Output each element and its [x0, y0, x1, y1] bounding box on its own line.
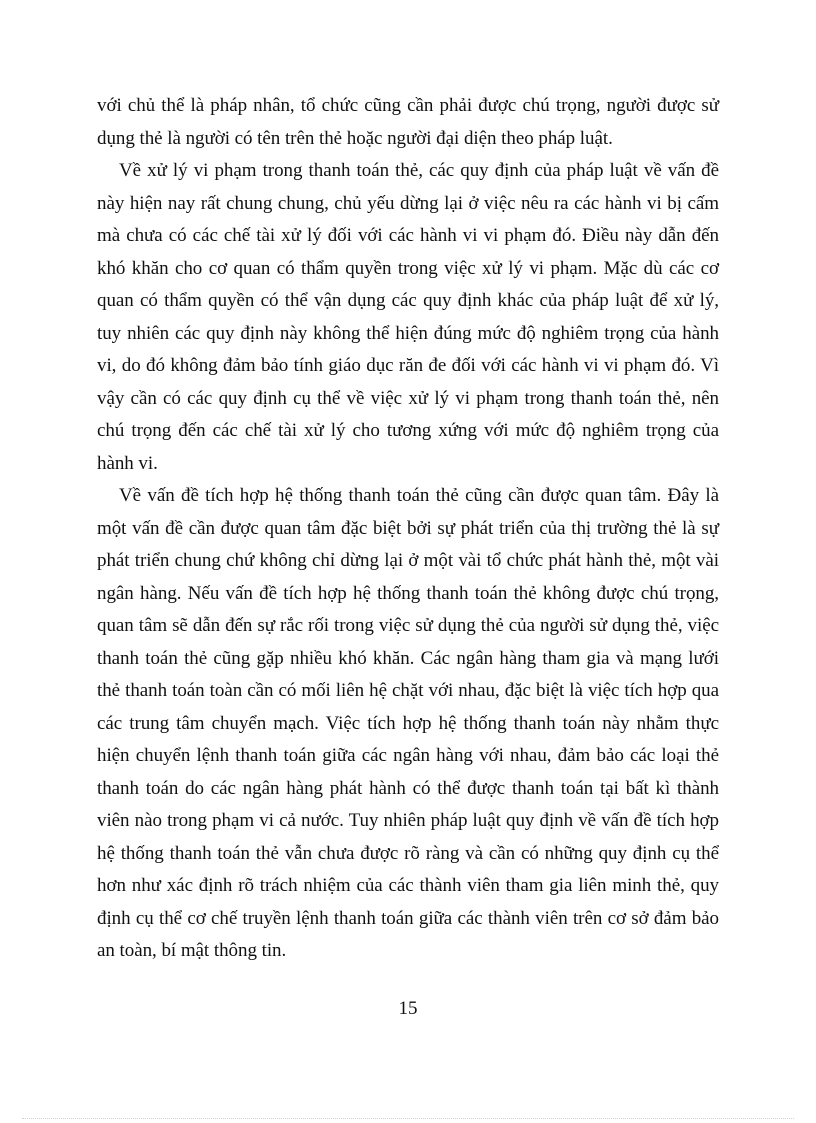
page-number: 15 — [398, 998, 418, 1019]
paragraph-continuation: với chủ thể là pháp nhân, tổ chức cũng cần phải được chú trọng, người được sử dụng thẻ là người có tên trên thẻ hoặc người đại diện theo pháp luật. — [97, 95, 719, 149]
page-bottom-divider — [22, 1118, 794, 1119]
document-page — [97, 90, 719, 968]
paragraph-violation-handling: Về xử lý vi phạm trong thanh toán thẻ, các quy định của pháp luật về vấn đề này hiện nay rất chung chung, chủ yếu dừng lại ở việc nêu ra các hành vi bị cấm mà chưa có các chế tài xử lý đối với các hành vi vi phạm đó. Điều này dẫn đến khó khăn cho cơ quan có thẩm quyền trong việc xử lý vi phạm. Mặc dù các cơ quan có thẩm quyền có thể vận dụng các quy định khác của pháp luật để xử lý, tuy nhiên các quy định này không thể hiện đúng mức độ nghiêm trọng của hành vi, do đó không đảm bảo tính giáo dục răn đe đối với các hành vi vi phạm đó. Vì vậy cần có các quy định cụ thể về việc xử lý vi phạm trong thanh toán thẻ, nên chú trọng đến các chế tài xử lý cho tương xứng với mức độ nghiêm trọng của hành vi. — [97, 160, 719, 474]
paragraph-system-integration: Về vấn đề tích hợp hệ thống thanh toán thẻ cũng cần được quan tâm. Đây là một vấn đề cần được quan tâm đặc biệt bởi sự phát triển của thị trường thẻ là sự phát triển chung chứ không chỉ dừng lại ở một vài tổ chức phát hành thẻ, một vài ngân hàng. Nếu vấn đề tích hợp hệ thống thanh toán thẻ không được chú trọng, quan tâm sẽ dẫn đến sự rắc rối trong việc sử dụng thẻ của người sử dụng thẻ, việc thanh toán thẻ cũng gặp nhiều khó khăn. Các ngân hàng tham gia và mạng lưới thẻ thanh toán toàn cần có mối liên hệ chặt với nhau, đặc biệt là việc tích hợp qua các trung tâm chuyển mạch. Việc tích hợp hệ thống thanh toán này nhằm thực hiện chuyển lệnh thanh toán giữa các ngân hàng với nhau, đảm bảo các loại thẻ thanh toán do các ngân hàng phát hành có thể được thanh toán tại bất kì thành viên nào trong phạm vi cả nước. Tuy nhiên pháp luật quy định về vấn đề tích hợp hệ thống thanh toán thẻ vẫn chưa được rõ ràng và cần có những quy định cụ thể hơn như xác định rõ trách nhiệm của các thành viên tham gia liên minh thẻ, quy định cụ thể cơ chế truyền lệnh thanh toán giữa các thành viên trên cơ sở đảm bảo an toàn, bí mật thông tin. — [97, 485, 719, 961]
